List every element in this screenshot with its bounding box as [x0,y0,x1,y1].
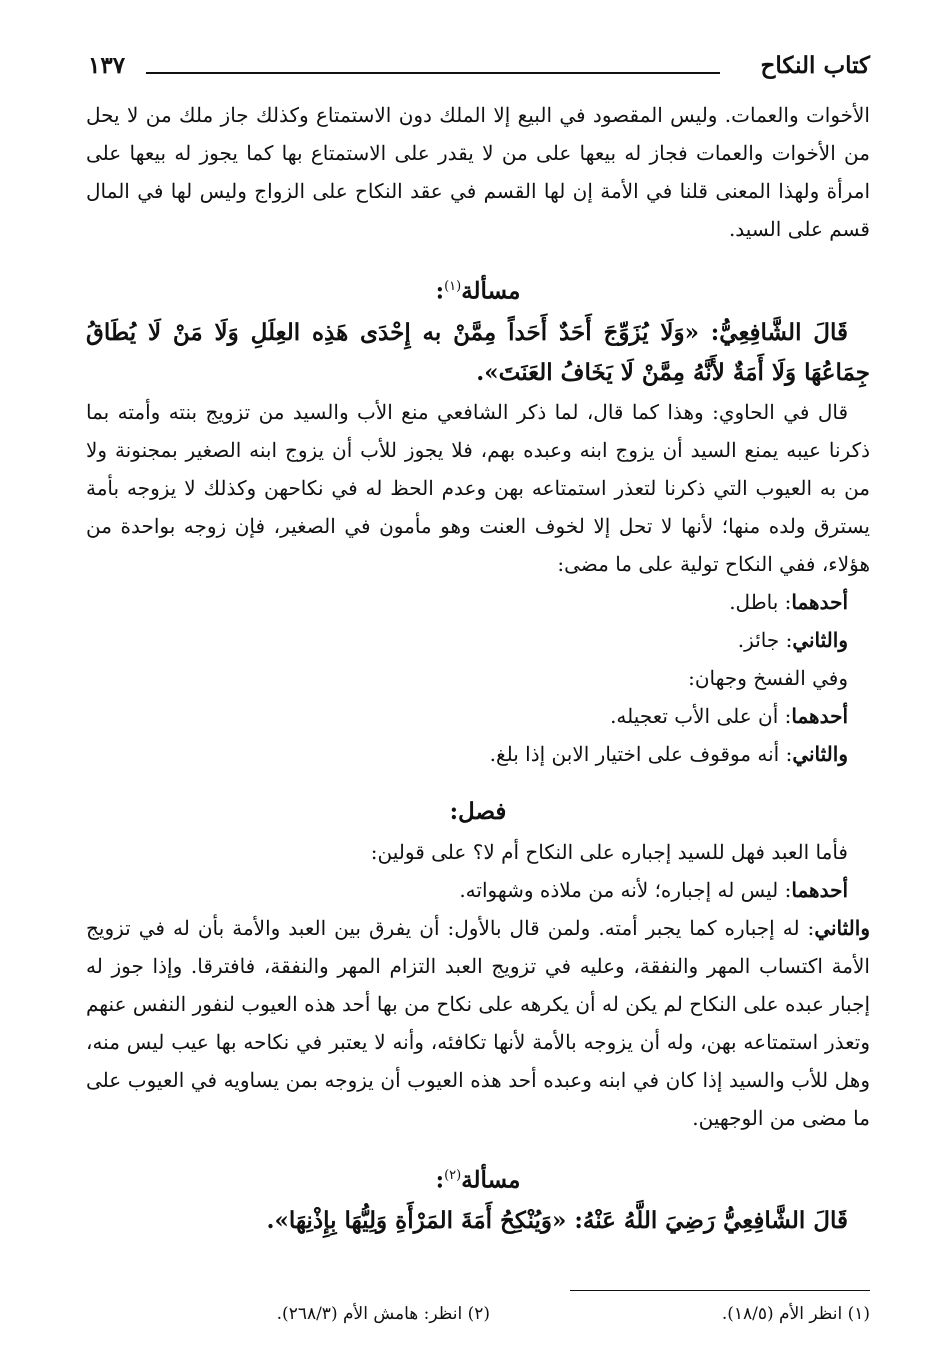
masala-1-heading [86,268,870,311]
page-body [86,96,870,1241]
shafii-quote-1: قَالَ الشَّافِعِيُّ: «وَلَا يُزَوِّجَ أَحَدٌ أَحَداً مِمَّنْ به إِحْدَى هَذِه العِلَلِ وَلَا مَنْ لَا يُطَاقُ جِمَاعُهَا وَلَا أَمَةٌ لأَنَّهُ مِمَّنْ لَا يَخَافُ العَنَتَ». [86,318,870,386]
opinion-second-text: : جائز. [737,627,793,652]
faskh-two-views: وفي الفسخ وجهان: [688,665,848,690]
footnote-1: (١) انظر الأم (١٨/٥). [721,1304,870,1324]
slave-second [86,909,870,1137]
slave-first-text: : ليس له إجباره؛ لأنه من ملاذه وشهواته. [459,877,792,902]
label-second: والثاني [792,627,848,652]
paragraph-intro: الأخوات والعمات. وليس المقصود في البيع إلا الملك دون الاستمتاع وكذلك جاز ملك من لا يحل من الأخوات والعمات فجاز له بيعها على من لا يقدر على الاستمتاع بها كما يجوز له بيعها على امرأة ولهذا المعنى قلنا في الأمة إن لها القسم في عقد النكاح على الزواج وليس لها في المال قسم على السيد. [86,103,870,241]
header-rule [146,72,720,74]
fasl-heading: فصل: [449,797,507,825]
masala-1-title: مسألة [461,277,521,305]
footnote-2: (٢) انظر: هامش الأم (٢٦٨/٣). [276,1304,490,1324]
masala-1-colon: : [435,277,445,305]
footnote-rule [570,1290,870,1291]
slave-first [86,871,870,909]
faskh-second [86,735,870,773]
opinion-first-text: : باطل. [729,589,792,614]
chapter-title: كتاب النكاح [760,52,870,79]
label-second-3: والثاني [814,915,870,940]
paragraph-hawi: قال في الحاوي: وهذا كما قال، لما ذكر الشافعي منع الأب والسيد من تزويج بنته وأمته بما ذكرنا عيبه يمنع السيد أن يزوج ابنه وعبده بهم، فلا يجوز للأب أن يزوج ابنه الصغير بمجنونة ولا من به العيوب التي ذكرنا لتعذر استمتاعه بهن وعدم الحظ له في نكاحهن وكذلك لا يزوجه بأمة يسترق ولده منها؛ لأنها لا تحل إلا لخوف العنت وهو مأمون في الصغير، فإن زوجه بواحدة من هؤلاء، ففي النكاح تولية على ما مضى: [86,399,870,576]
label-first-3: أحدهما [791,877,848,902]
opinion-second [86,621,870,659]
paragraph-slave: فأما العبد فهل للسيد إجباره على النكاح أم لا؟ على قولين: [370,839,848,864]
footnote-ref-2: (٢) [444,1167,462,1183]
shafii-quote-2: قَالَ الشَّافِعِيُّ رَضِيَ اللَّهُ عَنْهُ: «وَيُنْكِحُ أَمَةَ المَرْأَةِ وَلِيُّهَا بِإِذْنِهَا». [266,1207,848,1235]
masala-2-title: مسألة [461,1166,521,1194]
footnotes [86,1290,870,1330]
faskh-first-text: : أن على الأب تعجيله. [610,703,792,728]
label-first-2: أحدهما [791,703,848,728]
slave-second-text: : له إجباره كما يجبر أمته. ولمن قال بالأول: أن يفرق بين العبد والأمة بأن له في تزويج الأمة اكتساب المهر والنفقة، وعليه في تزويج العبد التزام المهر والنفقة، فافترقا. وإذا جوز له إجبار عبده على النكاح لم يكن له أن يكرهه على نكاح من بها أحد هذه العيوب لنفور النفس عنهم وتعذر استمتاعه بهن، وله أن يزوجه بالأمة لأنها تكافئه، وأنه لا يعتبر في نكاحه بها عيب ليس منه، وهل للأب والسيد إذا كان في ابنه وعبده أحد هذه العيوب أن يزوجه بمن يساويه في العيوب على ما مضى من الوجهين. [86,915,870,1130]
footnote-ref-1: (١) [444,279,462,294]
label-second-2: والثاني [792,741,848,766]
page-number: ١٣٧ [88,52,126,79]
label-first: أحدهما [791,589,848,614]
faskh-first [86,697,870,735]
masala-2-colon: : [435,1166,445,1194]
page-header [88,52,870,88]
masala-2-heading [86,1157,870,1200]
faskh-second-text: : أنه موقوف على اختيار الابن إذا بلغ. [489,741,793,766]
opinion-first [86,583,870,621]
